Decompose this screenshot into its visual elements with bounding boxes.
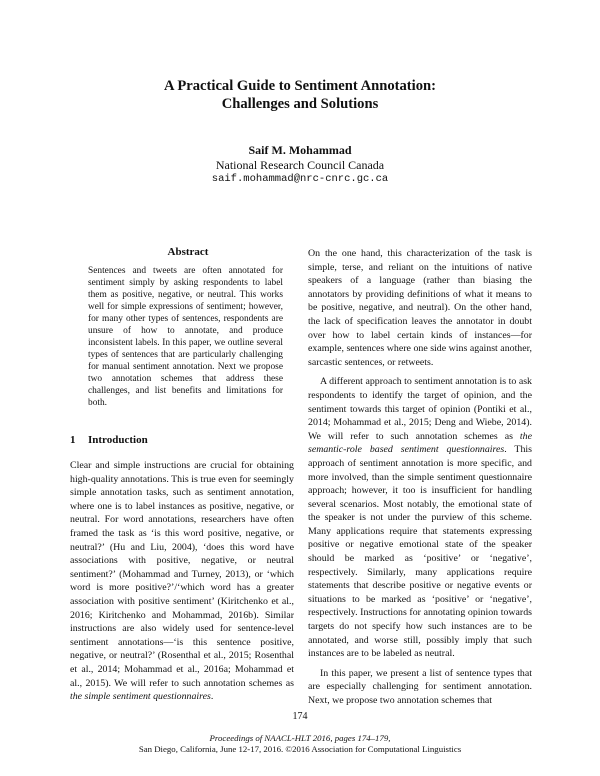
- right-paragraph-3: In this paper, we present a list of sentence types that are especially challenging for sentiment annotation. Next, we propose two annotation schemes that: [308, 667, 532, 706]
- title-line-2: Challenges and Solutions: [221, 96, 379, 112]
- intro-text-part-2: .: [210, 691, 214, 703]
- footer-line-1: Proceedings of NAACL-HLT 2016, pages 174–179,: [209, 733, 391, 743]
- right-p2-text-part-1: A different approach to sentiment annotation is to ask respondents to identify the target of opinion, and the sentiment towards this target of opinion (Pontiki et al., 2014; Mohammad et al., 2015; Deng and Wiebe, 2014). We will refer to such annotation schemes as: [308, 376, 532, 442]
- section-number: 1: [70, 434, 76, 446]
- author-affiliation: National Research Council Canada: [215, 158, 385, 172]
- left-column-body: [70, 459, 294, 704]
- title-line-1: A Practical Guide to Sentiment Annotation:: [163, 78, 436, 94]
- author-email: saif.mohammad@nrc-cnrc.gc.ca: [211, 173, 389, 185]
- intro-text-part-1: Clear and simple instructions are crucial for obtaining high-quality annotations. This is true even for seemingly simple annotation tasks, such as sentiment annotation, where one is to label instances as positive, negative, or neutral. For word annotations, researchers have often framed the task as ‘is this word positive, negative, or neutral?’ (Hu and Liu, 2004), ‘does this word have associations with positive, negative, or neutral sentiment?’ (Mohammad and Turney, 2013), or ‘which word is more positive?’/‘which word has a greater association with positive sentiment’ (Kiritchenko et al., 2016; Kiritchenko and Mohammad, 2016b). Similar instructions are also widely used for sentence-level sentiment annotations—‘is this sentence positive, negative, or neutral?’ (Rosenthal et al., 2015; Rosenthal et al., 2014; Mohammad et al., 2016a; Mohammad et al., 2015). We will refer to such annotation schemes as: [70, 460, 294, 689]
- paper-title: [0, 77, 600, 113]
- intro-emphasis: the simple sentiment questionnaires: [70, 691, 211, 703]
- right-paragraph-2: [308, 375, 532, 660]
- right-column-body: [308, 247, 532, 708]
- section-heading-introduction: [70, 434, 290, 446]
- page-number: 174: [292, 711, 308, 722]
- right-p2-text-part-2: . This approach of sentiment annotation is more specific, and more involved, than the simple sentiment questionnaire approach; however, it too is insufficient for handling several scenarios. Most notably, the emotional state of the speaker is not under the purview of this scheme. Many applications require that statements expressing positive or negative emotional state of the speaker should be marked as ‘positive’ or ‘negative’, respectively. Similarly, many applications require statements that describe positive or negative events or situations to be marked as ‘positive’ or ‘negative’, respectively. Instructions for annotating opinion towards targets do not specify how such instances are to be annotated, and worse still, possibly imply that such instances are to be labeled as neutral.: [308, 444, 532, 660]
- right-p2-emphasis: the semantic-role based sentiment questionnaires: [308, 430, 532, 456]
- right-paragraph-1: On the one hand, this characterization of the task is simple, terse, and reliant on the intuitions of native speakers of a language (rather than biasing the annotators by providing definitions of what it means to be positive, negative, and neutral). On the other hand, the lack of specification leaves the annotator in doubt over how to label certain kinds of instances—for example, sentences where one side wins against another, sarcastic sentences, or retweets.: [308, 248, 532, 368]
- abstract-heading: Abstract: [167, 246, 209, 258]
- section-title: Introduction: [88, 434, 148, 446]
- footer-line-2: San Diego, California, June 12-17, 2016. ©2016 Association for Computational Linguistics: [138, 744, 462, 754]
- author-name: Saif M. Mohammad: [248, 143, 352, 157]
- intro-paragraph: [70, 459, 294, 704]
- abstract-text: Sentences and tweets are often annotated for sentiment simply by asking respondents to label them as positive, negative, or neutral. This works well for simple expressions of sentiment; however, for many other types of sentences, respondents are unsure of how to annotate, and produce inconsistent labels. In this paper, we outline several types of sentences that are particularly challenging for manual sentiment annotation. Next we propose two annotation schemes that address these challenges, and list benefits and limitations for both.: [88, 266, 283, 408]
- proceedings-footer: [0, 733, 600, 755]
